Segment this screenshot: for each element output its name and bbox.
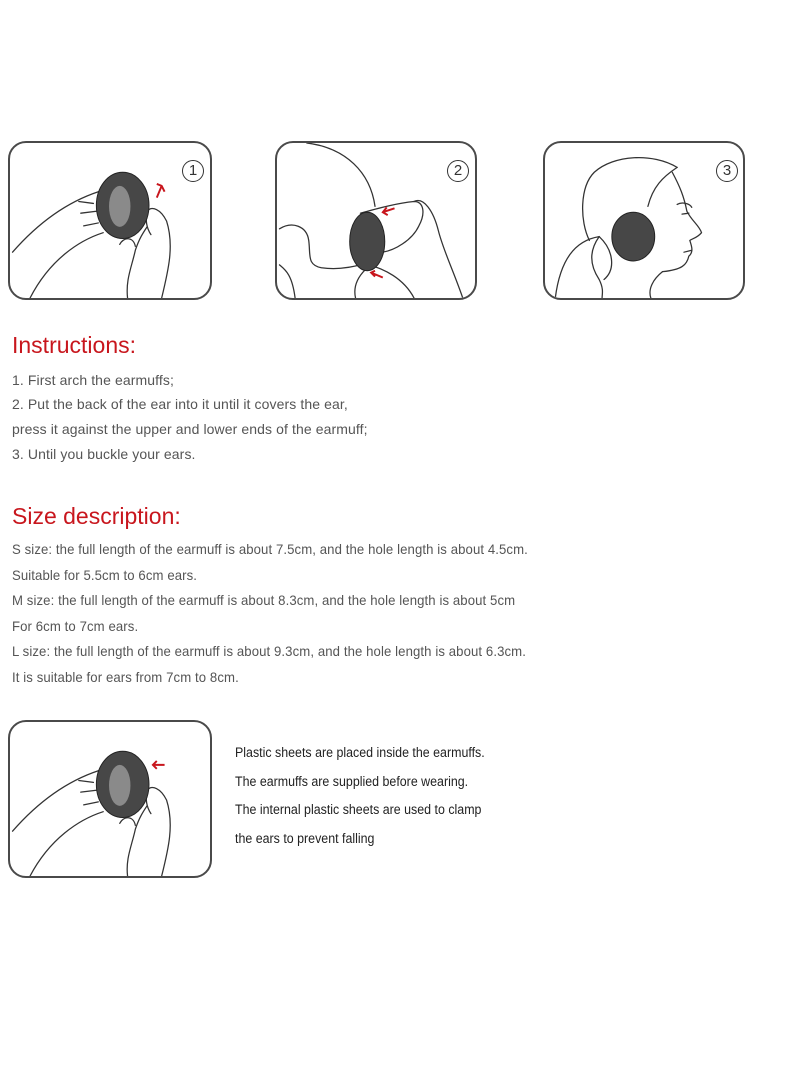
instruction-line: 1. First arch the earmuffs;	[12, 372, 174, 388]
instruction-line: 3. Until you buckle your ears.	[12, 446, 196, 462]
size-line: S size: the full length of the earmuff is about 7.5cm, and the hole length is about 4.5cm.	[12, 541, 528, 557]
size-line: Suitable for 5.5cm to 6cm ears.	[12, 567, 198, 583]
instruction-line: press it against the upper and lower ends of the earmuff;	[12, 421, 368, 437]
hands-arching-earmuff-drawing	[10, 143, 210, 298]
size-line: For 6cm to 7cm ears.	[12, 618, 139, 634]
hands-holding-earmuff-drawing	[10, 722, 210, 876]
instruction-line: 2. Put the back of the ear into it until it covers the ear,	[12, 396, 348, 412]
step-3-illustration	[543, 141, 745, 300]
step-1-illustration	[8, 141, 212, 300]
step-number-badge: 3	[716, 160, 738, 182]
size-line: M size: the full length of the earmuff is about 8.3cm, and the hole length is about 5cm	[12, 592, 516, 608]
step-number-badge: 2	[447, 160, 469, 182]
step-2-illustration	[275, 141, 477, 300]
plastic-sheet-illustration	[8, 720, 212, 878]
step-number-badge: 1	[182, 160, 204, 182]
plastic-sheet-note-line: the ears to prevent falling	[235, 831, 375, 846]
size-description-heading: Size description:	[12, 503, 181, 529]
size-line: It is suitable for ears from 7cm to 8cm.	[12, 669, 239, 685]
earmuff-worn-profile-drawing	[545, 143, 743, 298]
instructions-heading: Instructions:	[12, 332, 136, 358]
plastic-sheet-note-line: The internal plastic sheets are used to clamp	[235, 802, 482, 817]
size-line: L size: the full length of the earmuff is about 9.3cm, and the hole length is about 6.3cm.	[12, 643, 526, 659]
plastic-sheet-note-line: The earmuffs are supplied before wearing.	[235, 774, 469, 789]
pressing-earmuff-on-ear-drawing	[277, 143, 475, 298]
plastic-sheet-note-line: Plastic sheets are placed inside the earmuffs.	[235, 745, 485, 760]
